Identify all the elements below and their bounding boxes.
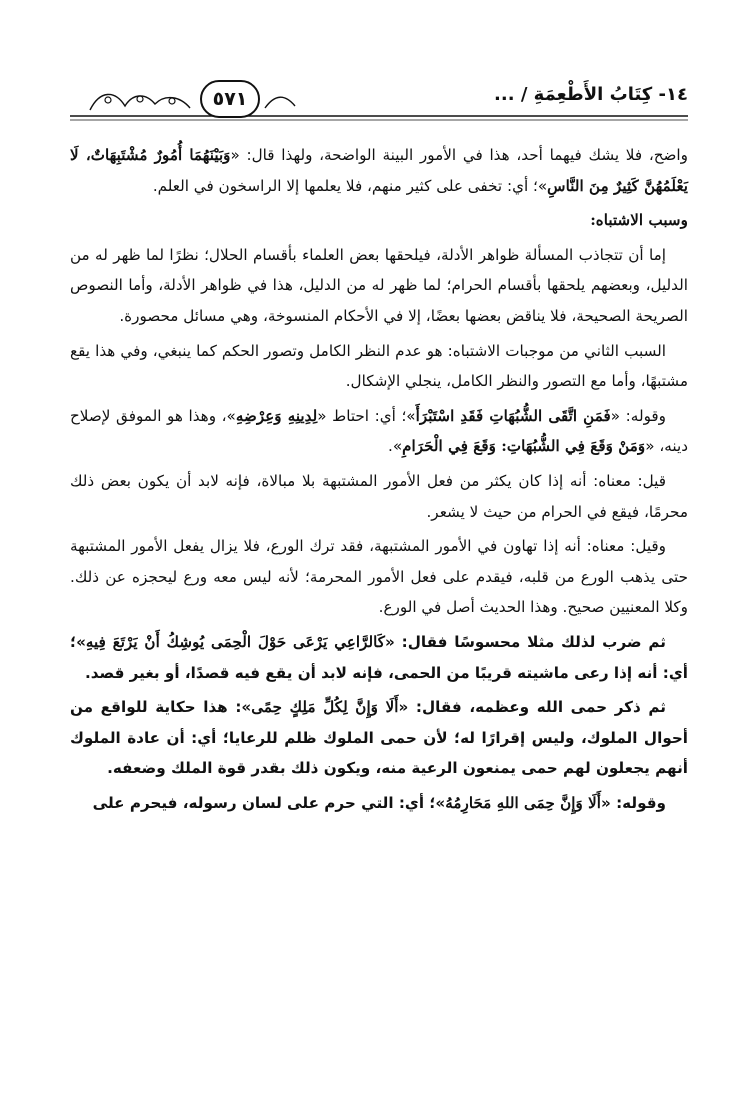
text-run: إما أن تتجاذب المسألة ظواهر الأدلة، فيلحقها بعض العلماء بأقسام الحلال؛ نظرًا لما ظهر له من الدليل، وبعضهم يلحقها بأقسام الحرام؛ لما ظهر له من الدليل، هذا في ظواهر الأدلة، وأما النصوص الصريحة الصحيحة، فلا يناقض بعضها بعضًا، إلا في الأحكام المنسوخة، وهي مسائل محصورة. (70, 245, 688, 325)
paragraph (70, 240, 688, 332)
paragraph (70, 692, 688, 784)
text-run: »، وهذا هو الموفق لإصلاح دينه، « (70, 406, 688, 456)
text-run: »؛ أي: احتاط « (317, 406, 416, 425)
hadith-quote: وسبب الاشتباه: (590, 211, 688, 230)
paragraph (70, 336, 688, 397)
text-run: »؛ أي: تخفى على كثير منهم، فلا يعلمها إلا الراسخون في العلم. (152, 176, 548, 195)
text-run: »؛ أي: التي حرم على لسان رسوله، فيحرم على (92, 793, 446, 812)
text-run: ثم ذكر حمى الله وعظمه، فقال: « (398, 698, 666, 717)
text-run: »: هذا حكاية للواقع من أحوال الملوك، وليس إقرارًا له؛ لأن حمى الملوك ظلم للرعايا؛ أي: أن عادة الملوك أنهم يجعلون لهم حمى يمنعون الرعية منه، ويكون ذلك بقدر قوة الملك وضعفه. (70, 698, 688, 778)
text-run: ». (388, 437, 403, 456)
paragraph (70, 466, 688, 527)
text-run: وقوله: « (601, 793, 666, 812)
hadith-quote: وَمَنْ وَقَعَ فِي الشُّبُهَاتِ: وَقَعَ فِي الْحَرَامِ (402, 437, 646, 456)
text-run: ثم ضرب لذلك مثلا محسوسًا فقال: « (385, 632, 666, 651)
paragraph (70, 531, 688, 623)
text-run: وقيل: معناه: أنه إذا تهاون في الأمور المشتبهة، فقد ترك الورع، فلا يزال يفعل الأمور المشتبهة حتى يذهب الورع من قلبه، فيقدم على فعل الأمور المحرمة؛ لأنه ليس معه ورع ليحجزه عن ذلك. وكلا المعنيين صحيح. وهذا الحديث أصل في الورع. (70, 537, 688, 617)
paragraph (70, 140, 688, 201)
hadith-quote: أَلَا وَإِنَّ حِمَى اللهِ مَحَارِمُهُ (445, 793, 601, 812)
paragraph (70, 788, 688, 819)
text-run: وقوله: « (610, 406, 667, 425)
section-heading (70, 205, 688, 236)
text-run: واضح، فلا يشك فيهما أحد، هذا في الأمور البينة الواضحة، ولهذا قال: « (230, 146, 688, 164)
text-run: قيل: معناه: أنه إذا كان يكثر من فعل الأمور المشتبهة بلا مبالاة، فإنه لابد أن يكون بعض ذلك محرمًا، فيقع في الحرام من حيث لا يشعر. (70, 471, 688, 521)
text-run: السبب الثاني من موجبات الاشتباه: هو عدم النظر الكامل وتصور الحكم كما ينبغي، وفي هذا يقع مشتبهًا، وأما مع التصور والنظر الكامل، ينجلي الإشكال. (70, 341, 688, 391)
chapter-title: ١٤- كِتَابُ الأَطْعِمَةِ / ... (494, 84, 688, 105)
hadith-quote: أَلَا وَإِنَّ لِكُلِّ مَلِكٍ حِمًى (251, 698, 399, 717)
hadith-quote: فَمَنِ اتَّقَى الشُّبُهَاتِ فَقَدِ اسْتَبْرَأَ (415, 406, 611, 425)
page-number: ٥٧١ (200, 80, 260, 118)
page-header (70, 80, 688, 124)
hadith-quote: كَالرَّاعِي يَرْعَى حَوْلَ الْحِمَى يُوشِكُ أَنْ يَرْتَعَ فِيهِ (85, 632, 386, 651)
text-run: »؛ أي: أنه إذا رعى ماشيته قريبًا من الحمى، فإنه لابد أن يقع فيه قصدًا، أو بغير قصد. (70, 632, 688, 682)
hadith-quote: لِدِينِهِ وَعِرْضِهِ (235, 406, 318, 425)
paragraph (70, 627, 688, 688)
page-body (70, 140, 688, 1100)
paragraph (70, 401, 688, 462)
hadith-quote: وَبَيْنَهُمَا أُمُورٌ مُشْتَبِهَاتٌ، لَا يَعْلَمُهُنَّ كَثِيرٌ مِنَ النَّاسِ (70, 146, 688, 195)
